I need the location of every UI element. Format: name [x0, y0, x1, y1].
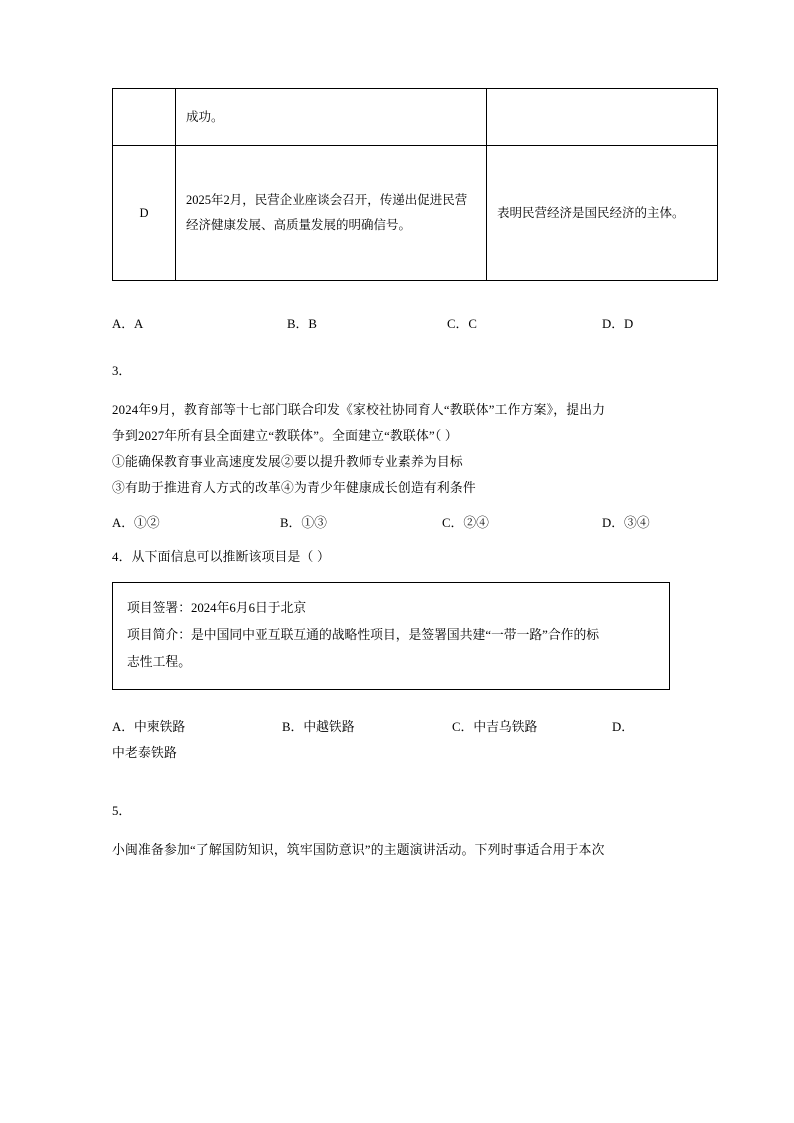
question-4-stem: 4．从下面信息可以推断该项目是（ ）	[112, 549, 330, 564]
question-3-options	[112, 510, 682, 536]
question-3-item-line2: ③有助于推进育人方式的改革④为青少年健康成长创造有利条件	[112, 481, 476, 496]
option-c[interactable]: C．C	[447, 317, 477, 331]
option-b[interactable]: B．①③	[280, 515, 327, 530]
table-cell-conclusion: 表明民营经济是国民经济的主体。	[487, 146, 718, 281]
question-4-option-d-wrap[interactable]: 中老泰铁路	[112, 746, 177, 761]
question-4-options	[112, 714, 682, 740]
table-cell-statement: 成功。	[176, 89, 487, 146]
table-row	[113, 89, 718, 146]
option-d[interactable]: D．③④	[602, 515, 650, 530]
option-c[interactable]: C．②④	[442, 515, 489, 530]
option-a[interactable]: A．中柬铁路	[112, 720, 186, 735]
table-cell-statement: 2025年2月，民营企业座谈会召开，传递出促进民营经济健康发展、高质量发展的明确信号。	[176, 146, 487, 281]
option-c[interactable]: C．中吉乌铁路	[452, 720, 538, 735]
info-box-line-1: 项目签署：2024年6月6日于北京	[127, 600, 307, 615]
info-box-line-2: 项目简介：是中国同中亚互联互通的战略性项目，是签署国共建“一带一路”合作的标	[127, 627, 600, 642]
question-3-number: 3．	[112, 363, 132, 378]
question-3-stem-line2: 争到2027年所有县全面建立“教联体”。全面建立“教联体”（ ）	[112, 429, 458, 444]
option-a[interactable]: A．A	[112, 317, 144, 331]
question-3-stem-line1: 2024年9月，教育部等十七部门联合印发《家校社协同育人“教联体”工作方案》，提出力	[112, 402, 606, 417]
option-d[interactable]: D．	[612, 720, 635, 735]
option-b[interactable]: B．B	[287, 317, 317, 331]
table-row	[113, 146, 718, 281]
option-d[interactable]: D．D	[602, 317, 634, 331]
info-box-line-3: 志性工程。	[127, 654, 191, 669]
question-3-item-line1: ①能确保教育事业高速度发展②要以提升教师专业素养为目标	[112, 455, 463, 470]
question-5-stem-line1: 小闽准备参加“了解国防知识，筑牢国防意识”的主题演讲活动。下列时事适合用于本次	[112, 842, 605, 857]
option-b[interactable]: B．中越铁路	[282, 720, 355, 735]
option-a[interactable]: A．①②	[112, 515, 160, 530]
page-content	[112, 88, 685, 863]
table-cell-conclusion	[487, 89, 718, 146]
comparison-table	[112, 88, 718, 281]
table-question-options	[112, 311, 682, 337]
question-5-number: 5．	[112, 803, 132, 818]
table-cell-label: D	[113, 146, 176, 281]
table-cell-label	[113, 89, 176, 146]
question-4-info-box	[112, 582, 670, 691]
